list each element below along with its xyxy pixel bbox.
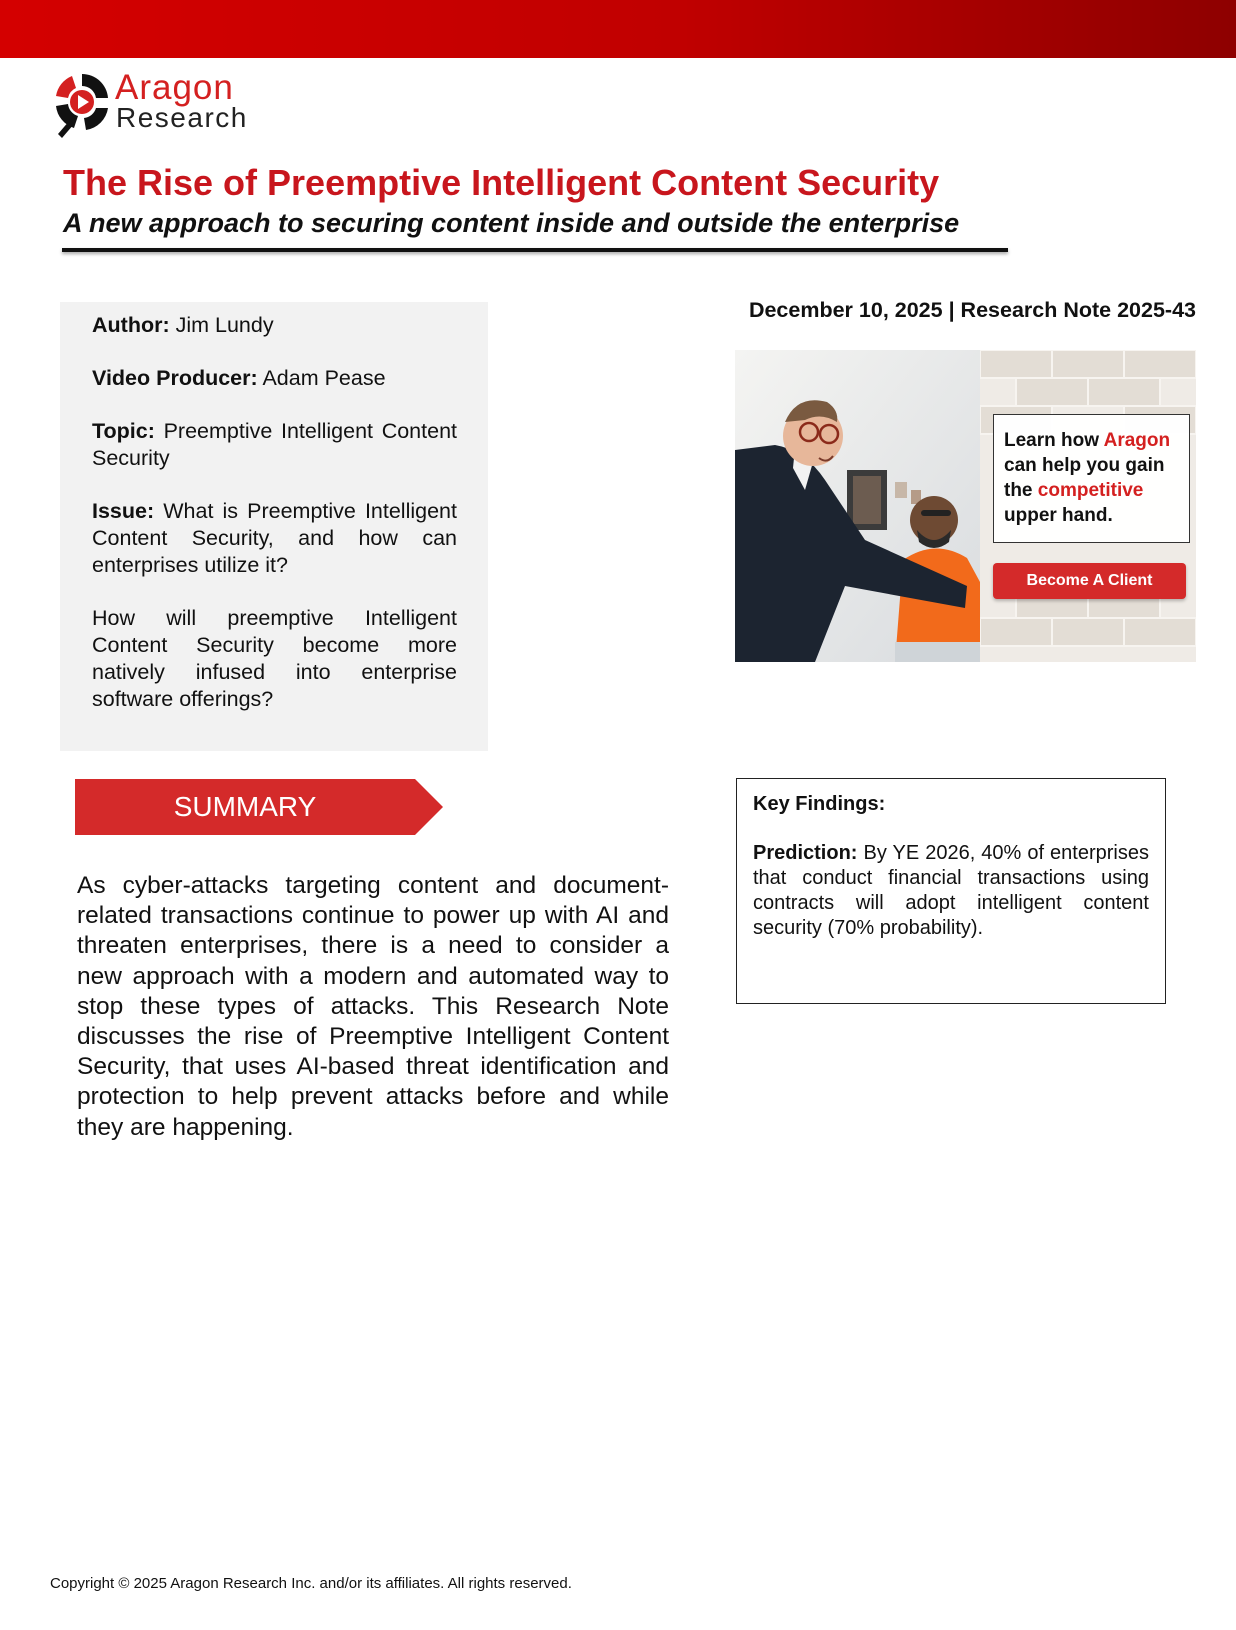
people-photo-image [735,350,980,662]
prediction-label: Prediction: [753,842,858,864]
promo-message-card [993,414,1190,543]
summary-paragraph: As cyber-attacks targeting content and document-related transactions continue to power up with AI and threaten enterprises, there is a need to consider a new approach with a modern and automated way to stop these types of attacks. This Research Note discusses the rise of Preemptive Intelligent Content Security, that uses AI-based threat identification and protection to help prevent attacks before and while they are happening. [77,872,669,1141]
title-divider [62,248,1008,252]
prediction-paragraph [753,841,1149,941]
issue-question-2: How will preemptive Intelligent Content Security become more natively infused into enterprise software offerings? [92,606,457,711]
logo-wordmark-aragon: Aragon [115,68,234,107]
become-a-client-button[interactable]: Become A Client [993,563,1186,599]
promo-line-2: can help you gain [1004,455,1165,476]
issue-label: Issue: [92,499,155,523]
summary-heading: SUMMARY [173,791,317,822]
top-banner-bar [0,0,1236,58]
promo-banner[interactable] [735,350,1196,662]
promo-line-1 [1004,428,1183,453]
promo-brand-highlight: Aragon [1103,430,1171,451]
topic-label: Topic: [92,419,155,443]
aragon-logo-mark-icon [52,68,112,140]
date-and-note-number: December 10, 2025 | Research Note 2025-43 [748,298,1196,322]
note-info-box [60,302,488,751]
promo-line-4: upper hand. [1004,505,1113,526]
issue-value: What is Preemptive Intelligent Content Security, and how can enterprises utilize it? [92,499,457,577]
summary-banner [75,779,445,835]
promo-competitive-highlight: competitive [1037,480,1144,501]
prediction-text: By YE 2026, 40% of enterprises that conduct financial transactions using contracts will adopt intelligent content security (70% probability). [753,842,1149,939]
producer-label: Video Producer: [92,366,258,390]
author-line [92,312,457,339]
producer-value: Adam Pease [257,366,386,390]
aragon-logo [52,68,282,140]
page-title: The Rise of Preemptive Intelligent Content Security [63,162,940,203]
author-value: Jim Lundy [169,313,274,337]
issue-line [92,498,457,579]
copyright-footer: Copyright © 2025 Aragon Research Inc. and/or its affiliates. All rights reserved. [50,1575,572,1592]
logo-wordmark-research: Research [116,102,248,133]
topic-value: Preemptive Intelligent Content Security [92,419,457,470]
key-findings-title: Key Findings: [753,793,886,815]
producer-line [92,365,457,392]
promo-line-3-text: the [1004,480,1038,501]
promo-line-1-text: Learn how [1004,430,1104,451]
page-subtitle: A new approach to securing content inside and outside the enterprise [63,208,960,238]
key-findings-box [736,778,1166,1004]
promo-line-3 [1004,478,1183,503]
author-label: Author: [92,313,170,337]
topic-line [92,418,457,472]
